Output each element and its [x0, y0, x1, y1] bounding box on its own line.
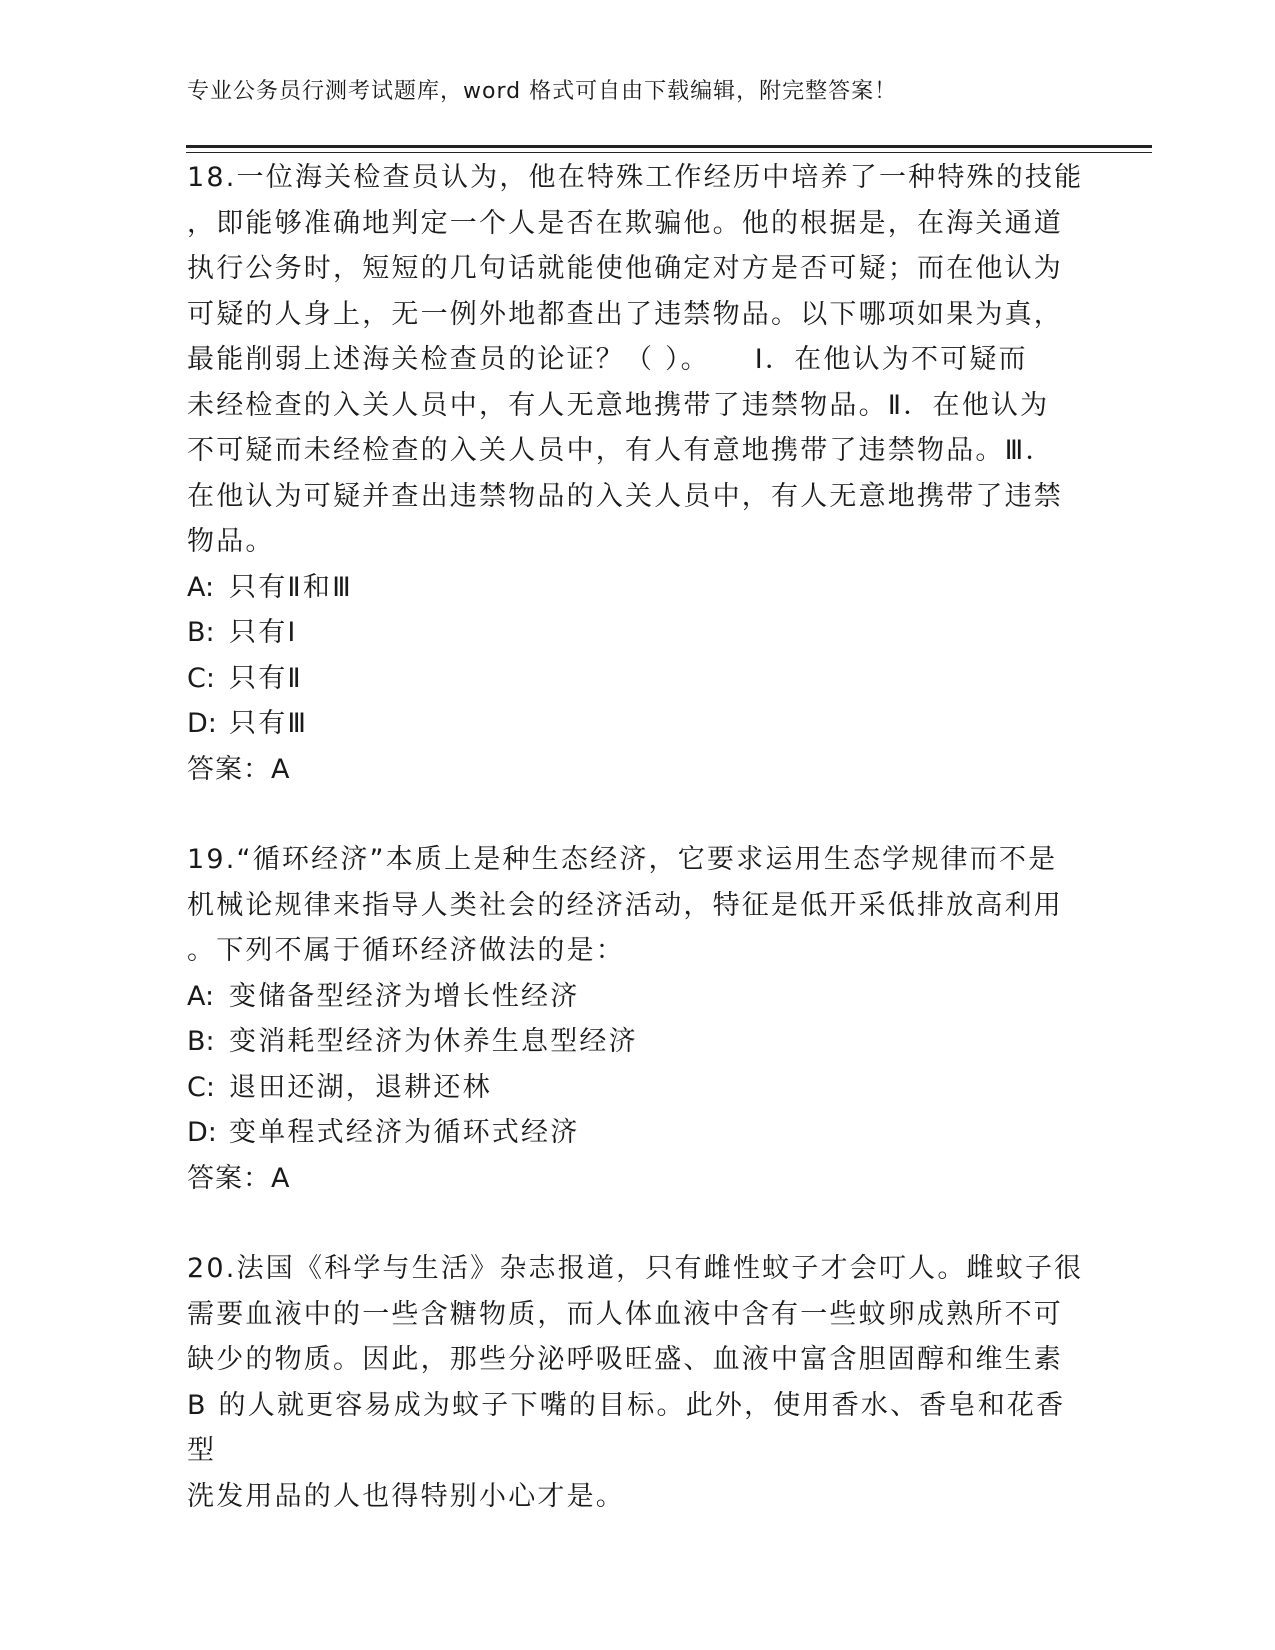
option-c — [187, 656, 1087, 702]
spacer — [187, 792, 1087, 837]
option-text: 只有Ⅱ和Ⅲ — [229, 571, 353, 603]
option-letter: B: — [187, 1026, 215, 1057]
question-20-text — [187, 1246, 1087, 1519]
text-line: 在他认为可疑并查出违禁物品的入关人员中，有人无意地携带了违禁 — [187, 480, 1063, 512]
text-line: 机械论规律来指导人类社会的经济活动，特征是低开采低排放高利用 — [187, 889, 1063, 921]
text-line: 需要血液中的一些含糖物质，而人体血液中含有一些蚊卵成熟所不可 — [187, 1298, 1063, 1330]
option-text: 退田还湖，退耕还林 — [229, 1071, 492, 1103]
option-d — [187, 701, 1087, 747]
option-text: 只有Ⅱ — [229, 662, 303, 694]
option-text: 变储备型经济为增长性经济 — [229, 980, 580, 1012]
option-c — [187, 1065, 1087, 1111]
option-letter: C: — [187, 1071, 215, 1103]
option-letter: B: — [187, 617, 215, 648]
header-divider-thick — [186, 145, 1152, 148]
option-letter: D: — [187, 708, 217, 739]
option-d — [187, 1110, 1087, 1156]
option-letter: A: — [187, 571, 215, 603]
question-19-text — [187, 837, 1087, 974]
answer-19: 答案：A — [187, 1162, 291, 1194]
question-18-text — [187, 155, 1087, 565]
option-a — [187, 974, 1087, 1020]
text-line: 物品。 — [187, 526, 275, 557]
text-line: 未经检查的入关人员中，有人无意地携带了违禁物品。Ⅱ．在他认为 — [187, 389, 1050, 421]
option-a — [187, 565, 1087, 611]
header-note: 专业公务员行测考试题库，word 格式可自由下载编辑，附完整答案！ — [187, 79, 898, 104]
text-line: 洗发用品的人也得特别小心才是。 — [187, 1480, 625, 1512]
text-line: 不可疑而未经检查的入关人员中，有人有意地携带了违禁物品。Ⅲ． — [187, 435, 1055, 466]
question-18 — [187, 155, 1087, 792]
text-line: 执行公务时，短短的几句话就能使他确定对方是否可疑；而在他认为 — [187, 253, 1063, 284]
header-divider-thin — [186, 152, 1152, 153]
option-text: 变单程式经济为循环式经济 — [229, 1117, 580, 1148]
document-body — [187, 155, 1087, 1519]
option-text: 只有Ⅲ — [229, 708, 309, 739]
text-line: 缺少的物质。因此，那些分泌呼吸旺盛、血液中富含胆固醇和维生素 — [187, 1344, 1063, 1375]
option-letter: C: — [187, 662, 215, 694]
text-line: ，即能够准确地判定一个人是否在欺骗他。他的根据是，在海关通道 — [187, 207, 1063, 239]
option-letter: A: — [187, 980, 215, 1012]
option-b — [187, 610, 1087, 656]
answer-18: 答案：A — [187, 753, 291, 785]
option-text: 只有Ⅰ — [229, 617, 298, 648]
question-20 — [187, 1246, 1087, 1519]
text-line: 20.法国《科学与生活》杂志报道，只有雌性蚊子才会叮人。雌蚊子很 — [187, 1253, 1084, 1284]
text-line: 19.“循环经济”本质上是种生态经济，它要求运用生态学规律而不是 — [187, 844, 1058, 875]
spacer — [187, 1201, 1087, 1246]
option-letter: D: — [187, 1117, 217, 1148]
text-line: 18.一位海关检查员认为，他在特殊工作经历中培养了一种特殊的技能 — [187, 162, 1084, 193]
text-line: 。下列不属于循环经济做法的是： — [187, 935, 625, 966]
option-text: 变消耗型经济为休养生息型经济 — [229, 1026, 638, 1057]
option-b — [187, 1019, 1087, 1065]
text-line: 可疑的人身上，无一例外地都查出了违禁物品。以下哪项如果为真， — [187, 298, 1063, 330]
text-line: 最能削弱上述海关检查员的论证？（ ）。 Ⅰ．在他认为不可疑而 — [187, 344, 1028, 375]
text-line: B 的人就更容易成为蚊子下嘴的目标。此外，使用香水、香皂和花香型 — [187, 1389, 1066, 1466]
question-19 — [187, 837, 1087, 1201]
